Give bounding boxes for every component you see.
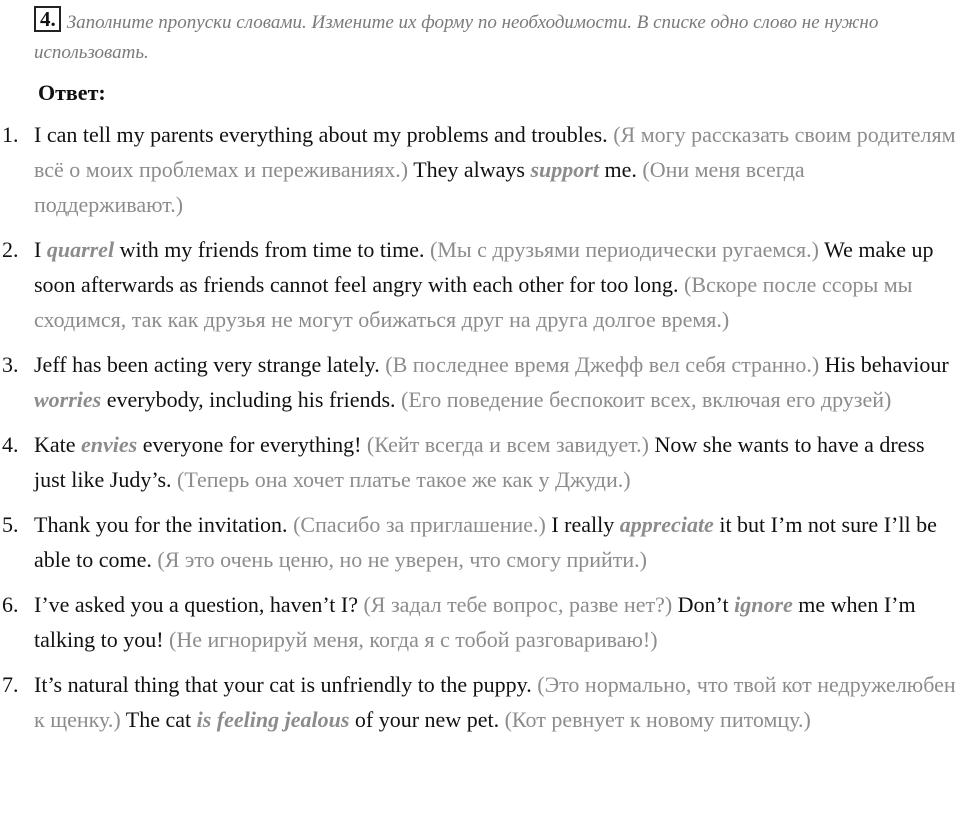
russian-translation: (Его поведение беспокоит всех, включая его друзей)	[401, 387, 892, 412]
english-text: with my friends from time to time.	[114, 237, 430, 262]
answer-word: envies	[81, 432, 138, 457]
answer-word: support	[530, 157, 599, 182]
item-number: 4.	[2, 432, 19, 457]
answer-label: Ответ:	[38, 80, 106, 105]
english-text: Thank you for the invitation.	[34, 512, 294, 537]
task-instruction: Заполните пропуски словами. Измените их форму по необходимости. В списке одно слово не нужно использовать.	[34, 12, 879, 63]
list-item	[0, 667, 960, 737]
english-text: I can tell my parents everything about my problems and troubles.	[34, 122, 614, 147]
list-item	[0, 347, 960, 417]
english-text: Don’t	[672, 592, 735, 617]
answer-word: is feeling jealous	[196, 707, 350, 732]
english-text: I’ve asked you a question, haven’t I?	[34, 592, 364, 617]
russian-translation: (Вскоре после ссоры мы сходимся, так как друзья не могут обижаться друг на друга долгое время.)	[34, 272, 913, 332]
task-number: 4.	[34, 6, 61, 32]
item-number: 5.	[2, 512, 19, 537]
russian-translation: (Не игнорируй меня, когда я с тобой разговариваю!)	[169, 627, 658, 652]
russian-translation: (Спасибо за приглашение.)	[293, 512, 546, 537]
russian-translation: (Мы с друзьями периодически ругаемся.)	[429, 237, 820, 262]
task-header	[34, 6, 954, 68]
item-number: 6.	[2, 592, 19, 617]
item-number: 7.	[2, 672, 19, 697]
item-number: 2.	[2, 237, 19, 262]
english-text: of your new pet.	[349, 707, 505, 732]
english-text: Kate	[34, 432, 82, 457]
item-number: 3.	[2, 352, 19, 377]
russian-translation: (Кот ревнует к новому питомцу.)	[504, 707, 811, 732]
english-text: They always	[408, 157, 531, 182]
russian-translation: (В последнее время Джефф вел себя странно.)	[385, 352, 820, 377]
english-text: me when I’m talking to you!	[34, 592, 916, 652]
russian-translation: (Я задал тебе вопрос, разве нет?)	[363, 592, 673, 617]
russian-translation: (Я это очень ценю, но не уверен, что смогу прийти.)	[157, 547, 647, 572]
english-text: The cat	[120, 707, 197, 732]
english-text: We make up soon afterwards as friends cannot feel angry with each other for too long.	[34, 237, 934, 297]
english-text: Jeff has been acting very strange lately.	[34, 352, 386, 377]
answer-word: worries	[34, 387, 102, 412]
english-text: It’s natural thing that your cat is unfriendly to the puppy.	[34, 672, 538, 697]
english-text: me.	[598, 157, 643, 182]
russian-translation: (Кейт всегда и всем завидует.)	[366, 432, 650, 457]
list-item	[0, 507, 960, 577]
english-text: I really	[545, 512, 620, 537]
english-text: everyone for everything!	[137, 432, 367, 457]
answer-list	[0, 117, 960, 747]
answer-word: appreciate	[619, 512, 714, 537]
russian-translation: (Это нормально, что твой кот недружелюбен к щенку.)	[34, 672, 956, 732]
english-text: His behaviour	[819, 352, 949, 377]
english-text: Now she wants to have a dress just like Judy’s.	[34, 432, 925, 492]
russian-translation: (Они меня всегда поддерживают.)	[34, 157, 805, 217]
english-text: everybody, including his friends.	[101, 387, 402, 412]
english-text: I	[34, 237, 47, 262]
list-item	[0, 232, 960, 337]
list-item	[0, 117, 960, 222]
list-item	[0, 587, 960, 657]
english-text: it but I’m not sure I’ll be able to come.	[34, 512, 937, 572]
answer-word: ignore	[734, 592, 793, 617]
russian-translation: (Я могу рассказать своим родителям всё о моих проблемах и переживаниях.)	[34, 122, 956, 182]
russian-translation: (Теперь она хочет платье такое же как у Джуди.)	[177, 467, 631, 492]
item-number: 1.	[2, 122, 19, 147]
answer-word: quarrel	[46, 237, 115, 262]
list-item	[0, 427, 960, 497]
